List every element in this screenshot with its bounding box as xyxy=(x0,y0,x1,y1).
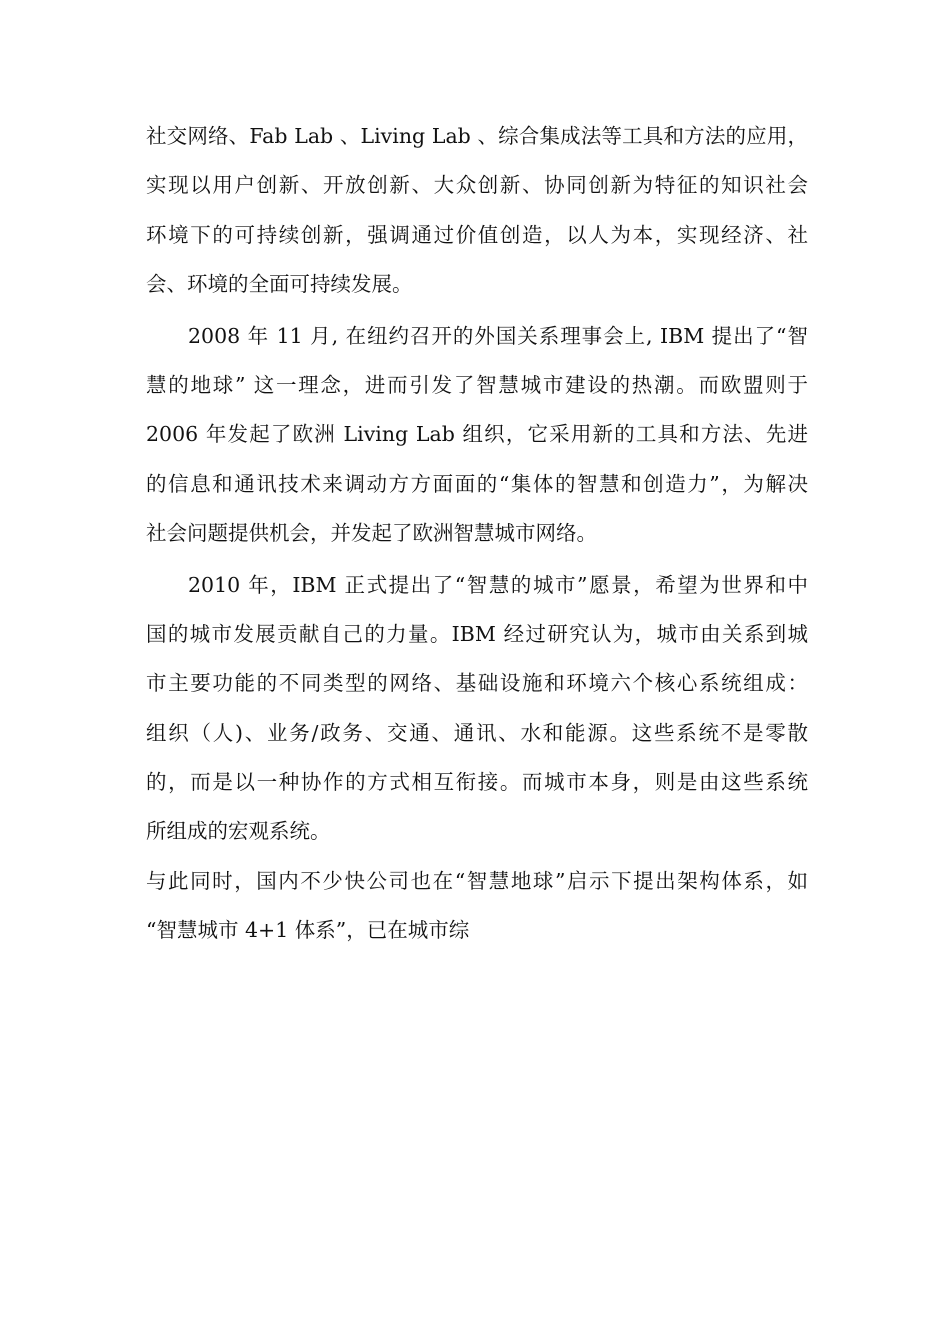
text-line: 社会问题提供机会，并发起了欧洲智慧城市网络。 xyxy=(146,521,597,546)
text-line: 实现以用户创新、开放创新、大众创新、协同创新为特征的知识社会 xyxy=(146,173,808,198)
text-line: 环境下的可持续创新，强调通过价值创造，以人为本，实现经济、社 xyxy=(146,222,808,247)
text-line: 社交网络、Fab Lab 、Living Lab 、综合集成法等工具和方法的应用， xyxy=(146,124,808,148)
text-line: 2008 年 11 月, 在纽约召开的外国关系理事会上, IBM 提出了“智 xyxy=(188,323,808,348)
text-line: 2010 年，IBM 正式提出了“智慧的城市”愿景，希望为世界和中 xyxy=(188,572,808,597)
text-line: 与此同时，国内不少快公司也在“智慧地球”启示下提出架构体系，如 xyxy=(146,868,808,893)
text-line: 会、环境的全面可持续发展。 xyxy=(146,272,413,297)
body-text xyxy=(146,112,808,956)
text-line: 的，而是以一种协作的方式相互衔接。而城市本身，则是由这些系统 xyxy=(146,770,808,795)
text-line: 的信息和通讯技术来调动方方面面的“集体的智慧和创造力”，为解决 xyxy=(146,471,808,496)
text-line: 慧的地球” 这一理念，进而引发了智慧城市建设的热潮。而欧盟则于 xyxy=(146,372,808,397)
text-line: 组织（人)、业务/政务、交通、通讯、水和能源。这些系统不是零散 xyxy=(146,720,808,745)
text-line: 国的城市发展贡献自己的力量。IBM 经过研究认为，城市由关系到城 xyxy=(146,621,808,646)
text-line: 市主要功能的不同类型的网络、基础设施和环境六个核心系统组成： xyxy=(146,671,808,696)
text-line: 所组成的宏观系统。 xyxy=(146,819,331,844)
text-line: 2006 年发起了欧洲 Living Lab 组织，它采用新的工具和方法、先进 xyxy=(146,422,808,447)
text-line: “智慧城市 4+1 体系”，已在城市综 xyxy=(146,918,470,943)
